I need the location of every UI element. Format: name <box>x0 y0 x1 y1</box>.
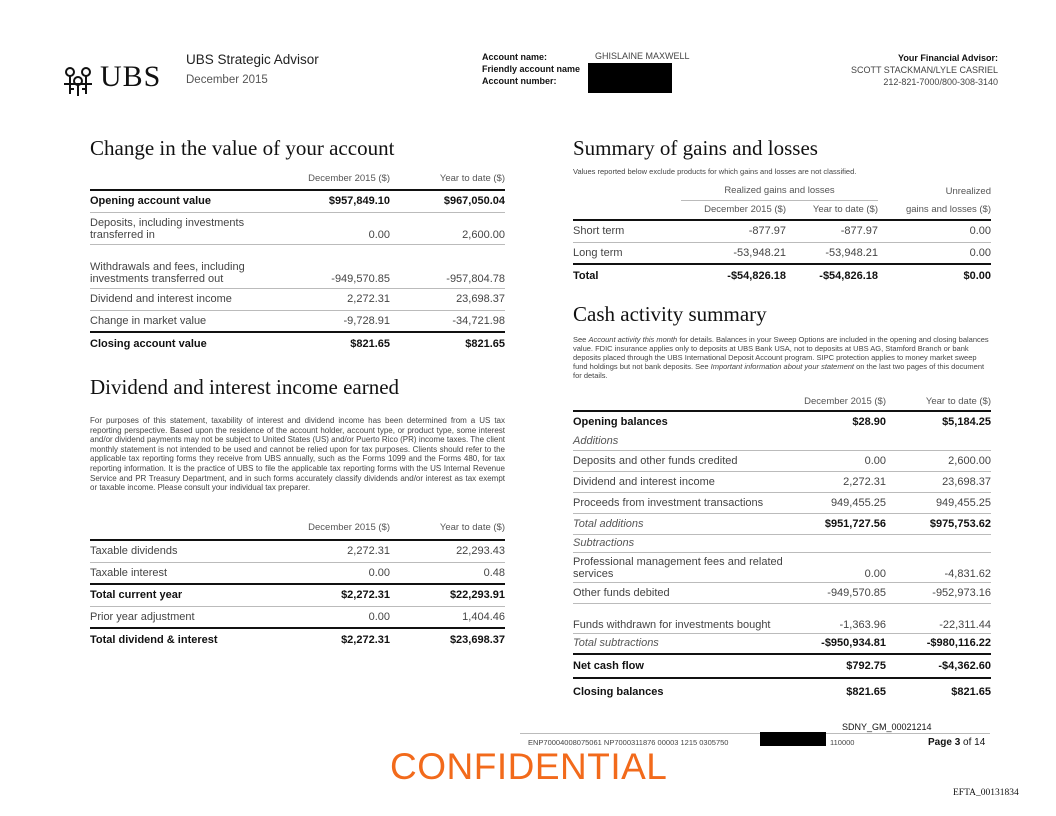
efta-number: EFTA_00131834 <box>953 788 1019 798</box>
subtractions-heading: Subtractions <box>573 534 991 552</box>
additions-heading: Additions <box>573 432 991 450</box>
table-row: Total subtractions -$950,934.81 -$980,116.22 <box>573 633 991 654</box>
dividend-table <box>90 516 505 650</box>
gains-col-month: December 2015 ($) <box>681 200 786 220</box>
dividend-section-title: Dividend and interest income earned <box>90 375 400 399</box>
cash-col-month: December 2015 ($) <box>783 393 886 411</box>
footer-code-right: 110000 <box>830 738 855 747</box>
table-row: Total additions $951,727.56 $975,753.62 <box>573 513 991 534</box>
realized-header: Realized gains and losses <box>681 182 878 200</box>
table-row: Deposits, including investments transferred in 0.00 2,600.00 <box>90 212 505 244</box>
table-row: Taxable dividends 2,272.31 22,293.43 <box>90 540 505 562</box>
change-table <box>90 168 505 354</box>
page-indicator: Page 3 of 14 <box>928 737 986 748</box>
table-row: Total dividend & interest $2,272.31 $23,698.37 <box>90 633 505 646</box>
advisor-name: SCOTT STACKMAN/LYLE CASRIEL <box>850 65 998 75</box>
table-row: Total current year $2,272.31 $22,293.91 <box>90 584 505 606</box>
dividend-col-month: December 2015 ($) <box>275 516 390 540</box>
footer-code-left: ENP70004008075061 NP7000311876 00003 1215 0305750 <box>528 738 729 747</box>
account-name-value: GHISLAINE MAXWELL <box>595 51 690 61</box>
cash-note: See Account activity this month for details. Balances in your Sweep Options are included in the opening and closing balances value. FDIC insurance applies only to deposits at UBS Bank USA, not to deposits at UBS AG, Stamford Branch or bank deposits placed through the UBS International Deposit Account program. SIPC protection applies to money market sweep fund holdings but not bank deposits. See Important information about your statement on the last two pages of this document for details. <box>573 335 989 380</box>
change-col-ytd: Year to date ($) <box>390 168 505 190</box>
statement-period: December 2015 <box>186 74 268 86</box>
table-row: Taxable interest 0.00 0.48 <box>90 562 505 584</box>
account-number-label: Account number: <box>482 76 557 86</box>
table-row: Total -$54,826.18 -$54,826.18 $0.00 <box>573 269 991 282</box>
table-row: Dividend and interest income 2,272.31 23,698.37 <box>573 471 991 492</box>
friendly-account-name-label: Friendly account name <box>482 64 581 74</box>
advisor-phone: 212-821-7000/800-308-3140 <box>883 77 998 87</box>
advisor-title: Your Financial Advisor: <box>897 53 998 63</box>
table-row: Prior year adjustment 0.00 1,404.46 <box>90 606 505 628</box>
product-name: UBS Strategic Advisor <box>186 52 319 67</box>
table-row: Net cash flow $792.75 -$4,362.60 <box>573 654 991 678</box>
bates-number: SDNY_GM_00021214 <box>842 722 932 732</box>
ubs-logo-text: UBS <box>100 60 162 93</box>
table-row: Withdrawals and fees, including investments transferred out -949,570.85 -957,804.78 <box>90 244 505 288</box>
table-row: Closing account value $821.65 $821.65 <box>90 337 505 350</box>
table-row: Short term -877.97 -877.97 0.00 <box>573 220 991 242</box>
ubs-keys-logo-icon <box>60 64 96 98</box>
cash-section-title: Cash activity summary <box>573 302 767 326</box>
change-col-month: December 2015 ($) <box>275 168 390 190</box>
change-section-title: Change in the value of your account <box>90 136 395 160</box>
tax-disclosure-paragraph: For purposes of this statement, taxability of interest and dividend income has been determined from a US tax reporting perspective. Based upon the residence of the account holder, account type, or product type, some interest and/or dividend payments may not be subject to United States (US) and/or Puerto Rico (PR) income taxes. The client monthly statement is not intended to be used and cannot be relied upon for tax purposes. Clients should refer to the applicable tax reporting forms they receive from UBS annually, such as the Forms 1099 and the Forms 480, for tax reporting information. It is the practice of UBS to file the applicable tax reporting forms with the US Internal Revenue Service and PR Treasury Department, and in such forms accurately classify dividends and/or interest as tax exempt or taxable income. Please consult your individual tax preparer. <box>90 416 505 493</box>
confidential-stamp: CONFIDENTIAL <box>390 746 668 787</box>
account-name-label: Account name: <box>482 52 548 62</box>
table-row: Change in market value -9,728.91 -34,721.98 <box>90 310 505 332</box>
table-row: Other funds debited -949,570.85 -952,973.16 <box>573 582 991 603</box>
table-row: Professional management fees and related services 0.00 -4,831.62 <box>573 552 991 582</box>
table-row: Funds withdrawn for investments bought -1,363.96 -22,311.44 <box>573 603 991 633</box>
cash-table <box>573 393 991 704</box>
table-row: Dividend and interest income 2,272.31 23,698.37 <box>90 288 505 310</box>
financial-advisor-block <box>851 52 998 88</box>
table-row: Closing balances $821.65 $821.65 <box>573 685 991 698</box>
table-row: Deposits and other funds credited 0.00 2,600.00 <box>573 450 991 471</box>
cash-col-ytd: Year to date ($) <box>886 393 991 411</box>
table-row: Opening account value $957,849.10 $967,050.04 <box>90 190 505 212</box>
gains-note: Values reported below exclude products for which gains and losses are not classified. <box>573 167 857 176</box>
table-row: Long term -53,948.21 -53,948.21 0.00 <box>573 242 991 264</box>
gains-section-title: Summary of gains and losses <box>573 136 818 160</box>
dividend-col-ytd: Year to date ($) <box>390 516 505 540</box>
gains-table <box>573 182 991 286</box>
gains-col-ytd: Year to date ($) <box>786 200 878 220</box>
table-row: Proceeds from investment transactions 949,455.25 949,455.25 <box>573 492 991 513</box>
redaction-bar <box>760 732 826 746</box>
footer-divider <box>520 733 990 734</box>
table-row: Opening balances $28.90 $5,184.25 <box>573 416 991 428</box>
unrealized-header: Unrealized <box>945 185 991 197</box>
redaction-bar <box>588 63 672 93</box>
gains-col-unrealized: gains and losses ($) <box>878 200 991 220</box>
account-labels <box>482 51 580 87</box>
